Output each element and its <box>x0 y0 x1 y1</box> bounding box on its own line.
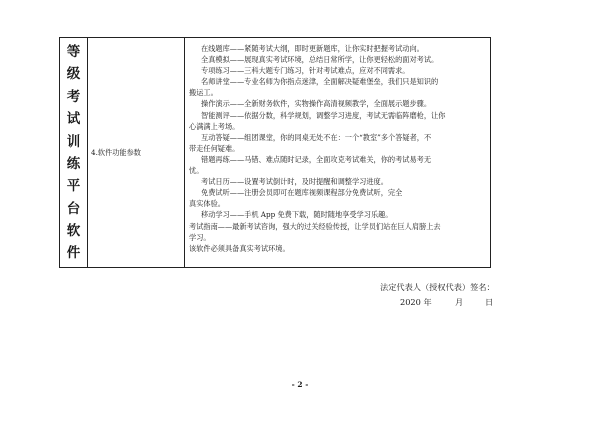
feature-line: 学习。 <box>189 232 211 242</box>
vertical-title-char: 训 <box>66 133 81 150</box>
vertical-title-char: 练 <box>66 155 81 172</box>
vertical-title-char: 试 <box>66 111 81 128</box>
date-line <box>400 297 493 308</box>
vertical-title-char: 平 <box>66 178 81 195</box>
feature-line: 心满满上考场。 <box>189 121 240 131</box>
feature-line: 考试日历——设置考试倒计时，及时提醒和调整学习进度。 <box>201 177 388 187</box>
feature-line: 带走任何疑难。 <box>189 143 240 153</box>
vertical-title-char: 件 <box>66 245 81 262</box>
feature-line: 在线题库——紧随考试大纲，即时更新题库，让你实时把握考试动向。 <box>201 44 424 53</box>
vertical-title-char: 台 <box>66 200 81 217</box>
feature-line: 互动答疑——组团课堂，你的同桌无处不在：一个“教室”多个答疑者，不 <box>201 132 432 142</box>
feature-line: 专项练习——三科大题专门练习，针对考试难点，应对不同需求。 <box>201 66 410 76</box>
feature-line: 移动学习——手机 App 免费下载，随时随地享受学习乐趣。 <box>201 210 393 220</box>
page-number: - 2 - <box>291 380 309 389</box>
date-year: 2020 年 <box>400 297 432 307</box>
feature-line: 智能测评——依据分数，科学规划，调整学习进度，考试无需临阵磨枪，让你 <box>201 110 446 120</box>
feature-line: 搬运工。 <box>189 88 218 98</box>
feature-line: 名师讲堂——专业名师为你指点迷津，全面解决疑难堡垒，我们只是知识的 <box>201 77 439 87</box>
date-month: 月 <box>455 297 464 307</box>
feature-line: 错题再练——马错、难点随时记录，全面攻克考试难关，你的考试易考无 <box>201 154 432 164</box>
feature-line: 免费试听——注册会员即可在题库视频课程部分免费试听，完全 <box>201 188 403 198</box>
feature-line: 忧。 <box>189 166 204 176</box>
vertical-title-char: 等 <box>66 44 81 60</box>
spec-table <box>59 37 491 268</box>
vertical-title-char: 考 <box>66 88 81 105</box>
signature-line: 法定代表人（授权代表）签名： <box>380 282 495 292</box>
feature-list-cell <box>185 38 490 267</box>
feature-line: 考试指南——最新考试咨询，强大的过关经验传授，让学员们站在巨人肩膀上去 <box>189 221 441 231</box>
feature-line: 全真模拟——展现真实考试环境，总结日常所学，让你更轻松的面对考试。 <box>201 55 439 65</box>
feature-line: 真实体验。 <box>189 199 225 209</box>
param-label-cell <box>88 38 185 267</box>
platform-name-column <box>60 38 88 267</box>
date-day: 日 <box>485 297 494 307</box>
param-label: 4.软件功能参数 <box>91 147 141 157</box>
vertical-title-char: 级 <box>66 66 81 83</box>
vertical-title-char: 软 <box>66 223 81 239</box>
feature-line: 该软件必须具备真实考试环境。 <box>189 243 290 253</box>
feature-line: 操作演示——全新财务软件，实物操作高清视频教学，全面展示题步骤。 <box>201 99 432 109</box>
